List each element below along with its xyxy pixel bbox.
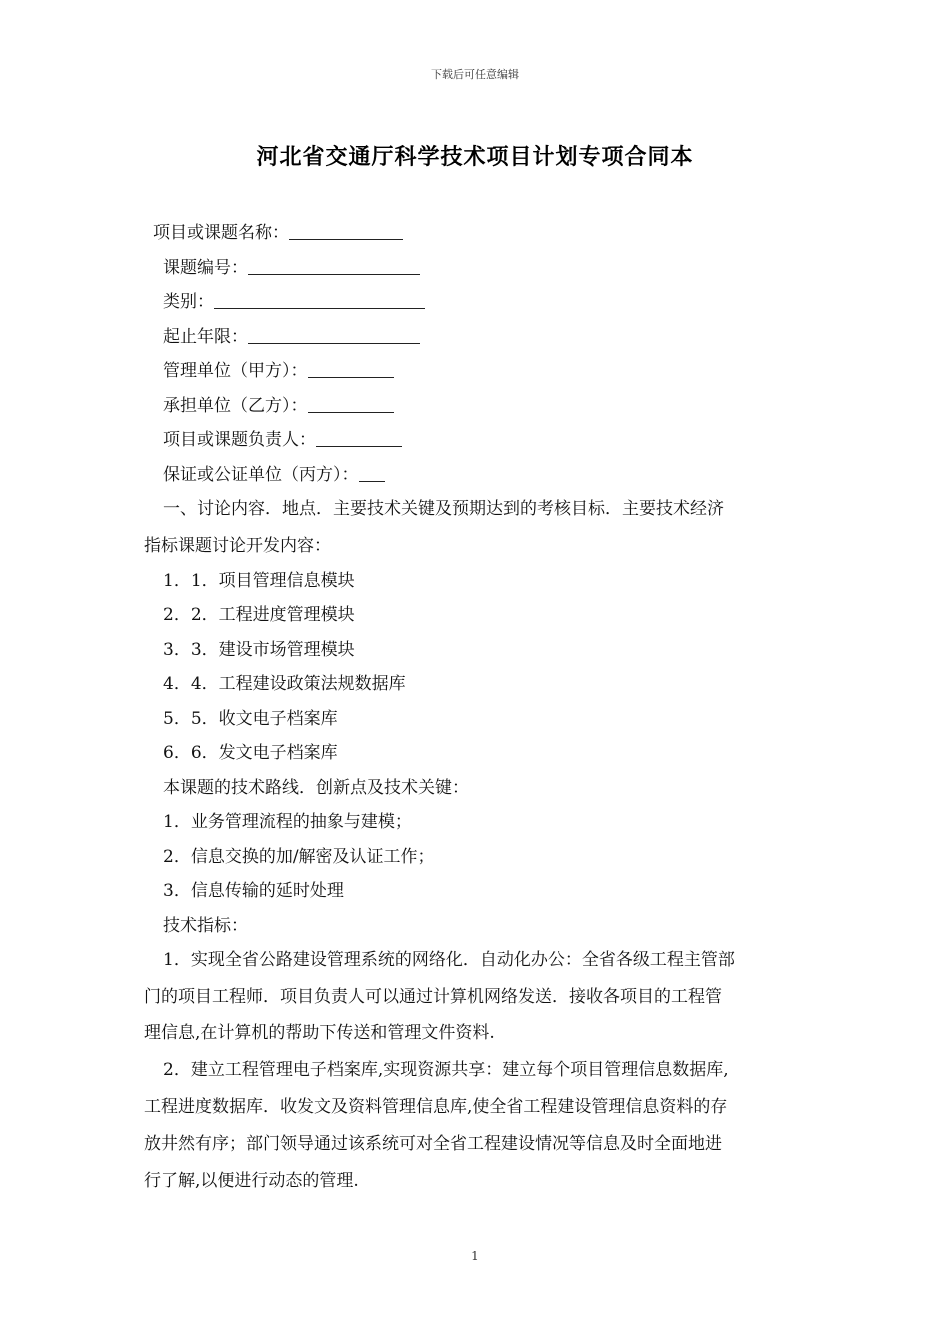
paragraph-line: 1．实现全省公路建设管理系统的网络化．自动化办公：全省各级工程主管部 <box>163 950 735 970</box>
field-blank <box>248 258 420 275</box>
paragraph-line: 一、讨论内容．地点．主要技术关键及预期达到的考核目标．主要技术经济 <box>163 499 724 519</box>
field-label: 承担单位（乙方）： <box>163 396 308 416</box>
field-undertaking-unit <box>163 391 394 416</box>
list-item: 4．4．工程建设政策法规数据库 <box>163 674 406 694</box>
field-blank <box>214 292 425 309</box>
field-label: 课题编号： <box>163 258 248 278</box>
field-duration <box>163 322 420 347</box>
field-blank <box>248 327 420 344</box>
list-item: 6．6．发文电子档案库 <box>163 743 338 763</box>
field-project-leader <box>163 425 402 450</box>
field-blank <box>289 223 403 240</box>
header-note: 下载后可任意编辑 <box>431 68 519 81</box>
list-item: 3．3．建设市场管理模块 <box>163 640 355 660</box>
field-guarantee-unit <box>163 460 385 485</box>
field-category <box>163 287 425 312</box>
field-label: 起止年限： <box>163 327 248 347</box>
list-item: 3．信息传输的延时处理 <box>163 881 344 901</box>
paragraph-line: 门的项目工程师．项目负责人可以通过计算机网络发送．接收各项目的工程管 <box>144 987 722 1007</box>
field-project-name <box>153 218 403 243</box>
list-item: 2．2．工程进度管理模块 <box>163 605 355 625</box>
page-number: 1 <box>471 1249 479 1263</box>
paragraph-line: 理信息,在计算机的帮助下传送和管理文件资料. <box>144 1023 495 1043</box>
field-label: 保证或公证单位（丙方）： <box>163 465 359 485</box>
field-management-unit <box>163 356 394 381</box>
field-label: 项目或课题名称： <box>153 223 289 243</box>
list-item: 2．信息交换的加/解密及认证工作； <box>163 847 435 867</box>
list-item: 1．1．项目管理信息模块 <box>163 571 355 591</box>
field-label: 项目或课题负责人： <box>163 430 316 450</box>
paragraph-line: 行了解,以便进行动态的管理. <box>144 1171 359 1191</box>
field-blank <box>308 396 394 413</box>
section-heading: 本课题的技术路线．创新点及技术关键： <box>163 778 469 798</box>
paragraph-line: 放井然有序；部门领导通过该系统可对全省工程建设情况等信息及时全面地进 <box>144 1134 722 1154</box>
list-item: 1．业务管理流程的抽象与建模； <box>163 812 412 832</box>
field-topic-number <box>163 253 420 278</box>
field-label: 管理单位（甲方）： <box>163 361 308 381</box>
document-title: 河北省交通厅科学技术项目计划专项合同本 <box>256 145 694 170</box>
list-item: 5．5．收文电子档案库 <box>163 709 338 729</box>
field-blank <box>308 361 394 378</box>
field-blank <box>359 465 385 482</box>
paragraph-line: 指标课题讨论开发内容： <box>144 536 331 556</box>
section-heading: 技术指标： <box>163 916 248 936</box>
field-blank <box>316 430 402 447</box>
paragraph-line: 工程进度数据库．收发文及资料管理信息库,使全省工程建设管理信息资料的存 <box>144 1097 728 1117</box>
field-label: 类别： <box>163 292 214 312</box>
paragraph-line: 2．建立工程管理电子档案库,实现资源共享：建立每个项目管理信息数据库, <box>163 1060 729 1080</box>
